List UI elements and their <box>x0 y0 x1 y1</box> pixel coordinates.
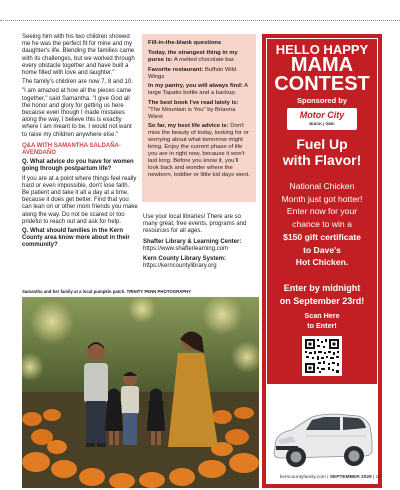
kern-library-link[interactable]: https://kerncountylibrary.org <box>143 263 217 270</box>
motor-city-logo: Motor City BUICK | GMC <box>287 108 357 130</box>
ad-fuel-headline: Fuel Up with Flavor! <box>282 136 362 168</box>
shafter-library-link[interactable]: https://www.shafterlearning.com <box>143 245 229 252</box>
ad-prize-text: National Chicken Month just got hotter! Enter now for your chance to win a $150 gift certificate to Dave's Hot Chicken. <box>281 181 363 268</box>
page-number: 13 <box>375 475 381 480</box>
page-footer <box>253 475 381 480</box>
fill-in-item: In my pantry, you will always find: A large Tapatio bottle and a backup. <box>148 83 248 96</box>
footer-issue: SEPTEMBER 2025 <box>329 475 372 480</box>
ad-deadline: Enter by midnight on September 23rd! <box>279 283 365 306</box>
scan-here-label: Scan Here to Enter! <box>304 311 340 330</box>
suv-illustration <box>266 384 378 484</box>
question: Q. What should families in the Kern County area know more about in their community? <box>22 228 130 249</box>
qr-code[interactable] <box>302 336 342 376</box>
contest-advertisement[interactable] <box>262 34 382 488</box>
paragraph: The family's children are now 7, 8 and 10. <box>22 79 133 86</box>
fill-in-item: Favorite restaurant: Buffalo Wild Wings <box>148 66 237 80</box>
qa-heading: Q&A WITH SAMANTHA SALDAÑA-AVENDAÑO <box>22 142 121 157</box>
fill-in-item: Today, the strangest thing in my purse is: A melted chocolate bar. <box>148 50 238 63</box>
article-column-2 <box>143 214 255 273</box>
fill-in-blank-box <box>142 34 256 202</box>
footer-site: kerncountyfamily.com <box>279 475 326 480</box>
sponsored-by-label: Sponsored by <box>296 96 347 105</box>
paragraph: Seeing him with his two children showed me he was the perfect fit for mine and my daughter's life. Blending the families came with its challenges, but we worked through every obstacle together and have built a home filled with love and laughter." <box>22 34 135 77</box>
footer-divider: | <box>373 475 376 480</box>
fill-in-item: The best book I've read lately is: "The Mountain is You" by Brianna Wiest <box>148 99 239 120</box>
library-entry: Shafter Library & Learning Center: https://www.shafterlearning.com <box>143 238 242 252</box>
paragraph: "I am amazed at how all the pieces came together," said Samantha. "I give God all the honor and glory for getting us here because even though I made mistakes along the way, I believe this is exactly where I am meant to be. I would not want to raise my children anywhere else." <box>22 88 132 138</box>
photo-caption: Samantha and her family at a local pumpkin patch. TRINITY PENN PHOTOGRAPHY <box>22 289 192 294</box>
answer: If you are at a point where things feel really hard or even impossible, don't lose faith. Be patient and take it all a day at a time, because it does get better. Find that you can lean on or other mom friends you make along the way. Do not be scared or too prideful to reach out and ask for help. <box>22 175 138 225</box>
library-entry: Kern County Library System: https://kerncountylibrary.org <box>143 256 227 270</box>
suv-car-image <box>266 384 378 484</box>
qr-code-icon <box>302 336 342 376</box>
footer-divider: | <box>327 475 330 480</box>
top-dotted-rule <box>0 20 400 21</box>
paragraph: Use your local libraries! There are so many great, free events, programs and resources for all ages. <box>143 214 247 235</box>
family-photo-illustration <box>22 297 259 488</box>
question: Q. What advice do you have for women going through postpartum life? <box>22 159 134 173</box>
family-photo <box>22 297 259 488</box>
ad-headline: HELLO HAPPY MAMA CONTEST <box>274 42 370 95</box>
article-column-1 <box>22 34 138 252</box>
fill-in-item: So far, my best life advice is: Don't miss the beauty of today, looking for or worrying about what tomorrow might bring. Enjoy the current phase of life you are in right now, because it won't last long. Before you know it, you'll look back and wonder where the newborn, toddler or little kid days went. <box>148 123 250 178</box>
box-title: Fill-in-the-blank questions <box>148 40 222 46</box>
